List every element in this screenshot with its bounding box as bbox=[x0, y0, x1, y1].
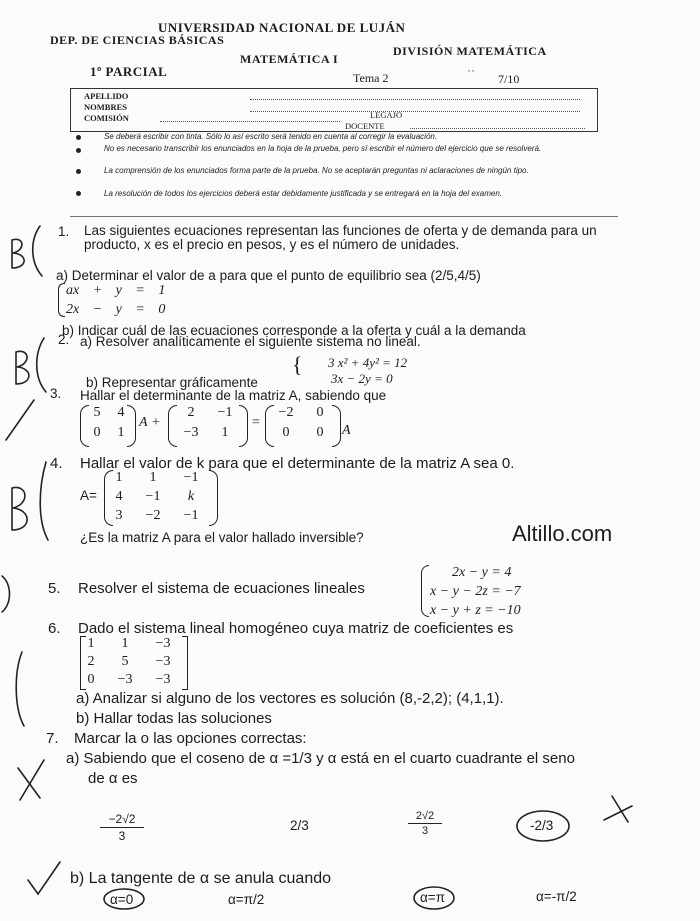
q7b-option-1[interactable]: α=0 bbox=[110, 892, 134, 907]
q3-matrix-1: 5 4 0 1 bbox=[80, 405, 136, 447]
q1-number: 1. bbox=[58, 224, 70, 239]
q3-a-symbol-2: A bbox=[342, 423, 351, 438]
university-name: UNIVERSIDAD NACIONAL DE LUJÁN bbox=[158, 20, 406, 35]
rule-2: No es necesario transcribir los enunciados en la hoja de la prueba, pero sí escribir el número del ejercicio que se resolverá. bbox=[104, 144, 542, 153]
legajo-label: LEGAJO bbox=[370, 110, 403, 120]
bracket-mark bbox=[40, 462, 48, 540]
slash-mark bbox=[6, 400, 34, 440]
circle-option-mark bbox=[414, 887, 454, 909]
circle-option-mark bbox=[517, 811, 569, 841]
q3-a-symbol: A bbox=[139, 415, 148, 430]
department-name: DEP. DE CIENCIAS BÁSICAS bbox=[50, 33, 225, 47]
q5-equation-2: x − y − 2z = −7 bbox=[430, 584, 521, 599]
grade-b-mark bbox=[12, 239, 24, 268]
watermark-text: Altillo.com bbox=[512, 521, 613, 546]
q7b-option-3[interactable]: α=π bbox=[420, 890, 446, 905]
q2-equation-2: 3x − 2y = 0 bbox=[331, 371, 393, 386]
q7-part-b: b) La tangente de α se anula cuando bbox=[70, 870, 332, 887]
q7-part-a-line2: de α es bbox=[88, 770, 138, 787]
q7-text: Marcar la o las opciones correctas: bbox=[74, 730, 307, 747]
q4-matrix: 1 1 −1 4 −1 k 3 −2 −1 bbox=[104, 470, 218, 526]
q4-number: 4. bbox=[50, 455, 63, 472]
q6-text: Dado el sistema lineal homogéneo cuya matriz de coeficientes es bbox=[78, 620, 514, 637]
apellido-label: APELLIDO bbox=[84, 91, 129, 101]
cross-mark bbox=[604, 796, 632, 822]
q3-matrix-2: 2 −1 −3 1 bbox=[168, 405, 248, 447]
bracket-mark bbox=[2, 576, 10, 612]
q3-number: 3. bbox=[50, 386, 62, 401]
q6-number: 6. bbox=[48, 620, 61, 637]
bracket-mark bbox=[16, 652, 24, 726]
q1-part-b: b) Indicar cuál de las ecuaciones corresponde a la oferta y cuál a la demanda bbox=[62, 323, 526, 338]
q2-system-brace: { bbox=[292, 352, 303, 377]
q3-matrix-3: −2 0 0 0 bbox=[265, 405, 341, 447]
rule-1: Se deberá escribir con tinta. Sólo lo así escrito será tenido en cuenta al corregir la evaluación. bbox=[104, 132, 438, 141]
q4-text: Hallar el valor de k para que el determinante de la matriz A sea 0. bbox=[80, 455, 515, 472]
q5-number: 5. bbox=[48, 580, 61, 597]
q5-equation-1: 2x − y = 4 bbox=[452, 565, 512, 580]
check-mark bbox=[28, 862, 60, 894]
subject-name: MATEMÁTICA I bbox=[240, 52, 339, 66]
q2-number: 2. bbox=[58, 332, 70, 347]
bracket-mark bbox=[37, 338, 46, 392]
q7-part-a-line1: a) Sabiendo que el coseno de α =1/3 y α está en el cuarto cuadrante el seno bbox=[66, 750, 575, 767]
q5-equation-3: x − y + z = −10 bbox=[430, 603, 521, 618]
tema-mark: ˙˙ bbox=[467, 67, 475, 81]
q2-equation-1: 3 x² + 4y² = 12 bbox=[328, 355, 408, 370]
grade-b-mark bbox=[16, 351, 29, 384]
q5-text: Resolver el sistema de ecuaciones lineales bbox=[78, 580, 365, 597]
q7b-option-2[interactable]: α=π/2 bbox=[228, 892, 265, 907]
q6-part-a: a) Analizar si alguno de los vectores es solución (8,-2,2); (4,1,1). bbox=[76, 690, 504, 707]
q2-part-b: b) Representar gráficamente bbox=[86, 375, 258, 390]
exam-title: 1º PARCIAL bbox=[90, 64, 168, 79]
circle-option-mark bbox=[104, 889, 144, 909]
grade-b-mark bbox=[12, 487, 27, 530]
q7-number: 7. bbox=[46, 730, 59, 747]
q1-part-a: a) Determinar el valor de a para que el punto de equilibrio sea (2/5,4/5) bbox=[56, 268, 481, 283]
q6-part-b: b) Hallar todas las soluciones bbox=[76, 710, 272, 727]
division-name: DIVISIÓN MATEMÁTICA bbox=[393, 44, 547, 58]
q1-text: Las siguientes ecuaciones representan las funciones de oferta y de demanda para un producto, x es el precio en pesos, y es el número de unidades. bbox=[84, 223, 597, 252]
rule-3: La comprensión de los enunciados forma parte de la prueba. No se aceptarán preguntas ni aclaraciones de ningún tipo. bbox=[104, 166, 529, 175]
q7a-option-4[interactable]: -2/3 bbox=[530, 818, 554, 833]
bracket-mark bbox=[33, 226, 42, 276]
q7a-option-2[interactable]: 2/3 bbox=[290, 818, 309, 833]
nombres-label: NOMBRES bbox=[84, 102, 127, 112]
tema-label: Tema 2 bbox=[353, 71, 389, 85]
q3-plus: + bbox=[152, 415, 160, 430]
exam-date: 7/10 bbox=[498, 72, 520, 86]
q1-equation-2: 2x − y = 0 bbox=[66, 302, 166, 317]
q3-text: Hallar el determinante de la matriz A, sabiendo que bbox=[80, 388, 387, 403]
q7b-option-4[interactable]: α=-π/2 bbox=[536, 889, 577, 904]
cross-mark bbox=[18, 760, 44, 800]
q4-a-label: A= bbox=[80, 488, 97, 503]
comision-label: COMISIÓN bbox=[84, 113, 129, 123]
q1-equation-1: ax + y = 1 bbox=[66, 283, 166, 298]
rule-4: La resolución de todos los ejercicios deberá estar debidamente justificada y se entregará en la hoja del examen. bbox=[104, 189, 503, 198]
q4-question: ¿Es la matriz A para el valor hallado inversible? bbox=[80, 530, 364, 545]
q6-matrix: 1 1 −3 2 5 −3 0 −3 −3 bbox=[80, 636, 188, 690]
q7a-option-3[interactable]: 2√2 3 bbox=[408, 810, 442, 837]
q2-part-a: a) Resolver analíticamente el siguiente sistema no lineal. bbox=[80, 334, 421, 349]
docente-label: DOCENTE bbox=[345, 121, 385, 131]
q7a-option-1[interactable]: −2√2 3 bbox=[100, 812, 144, 843]
q3-equals: = bbox=[252, 415, 260, 430]
